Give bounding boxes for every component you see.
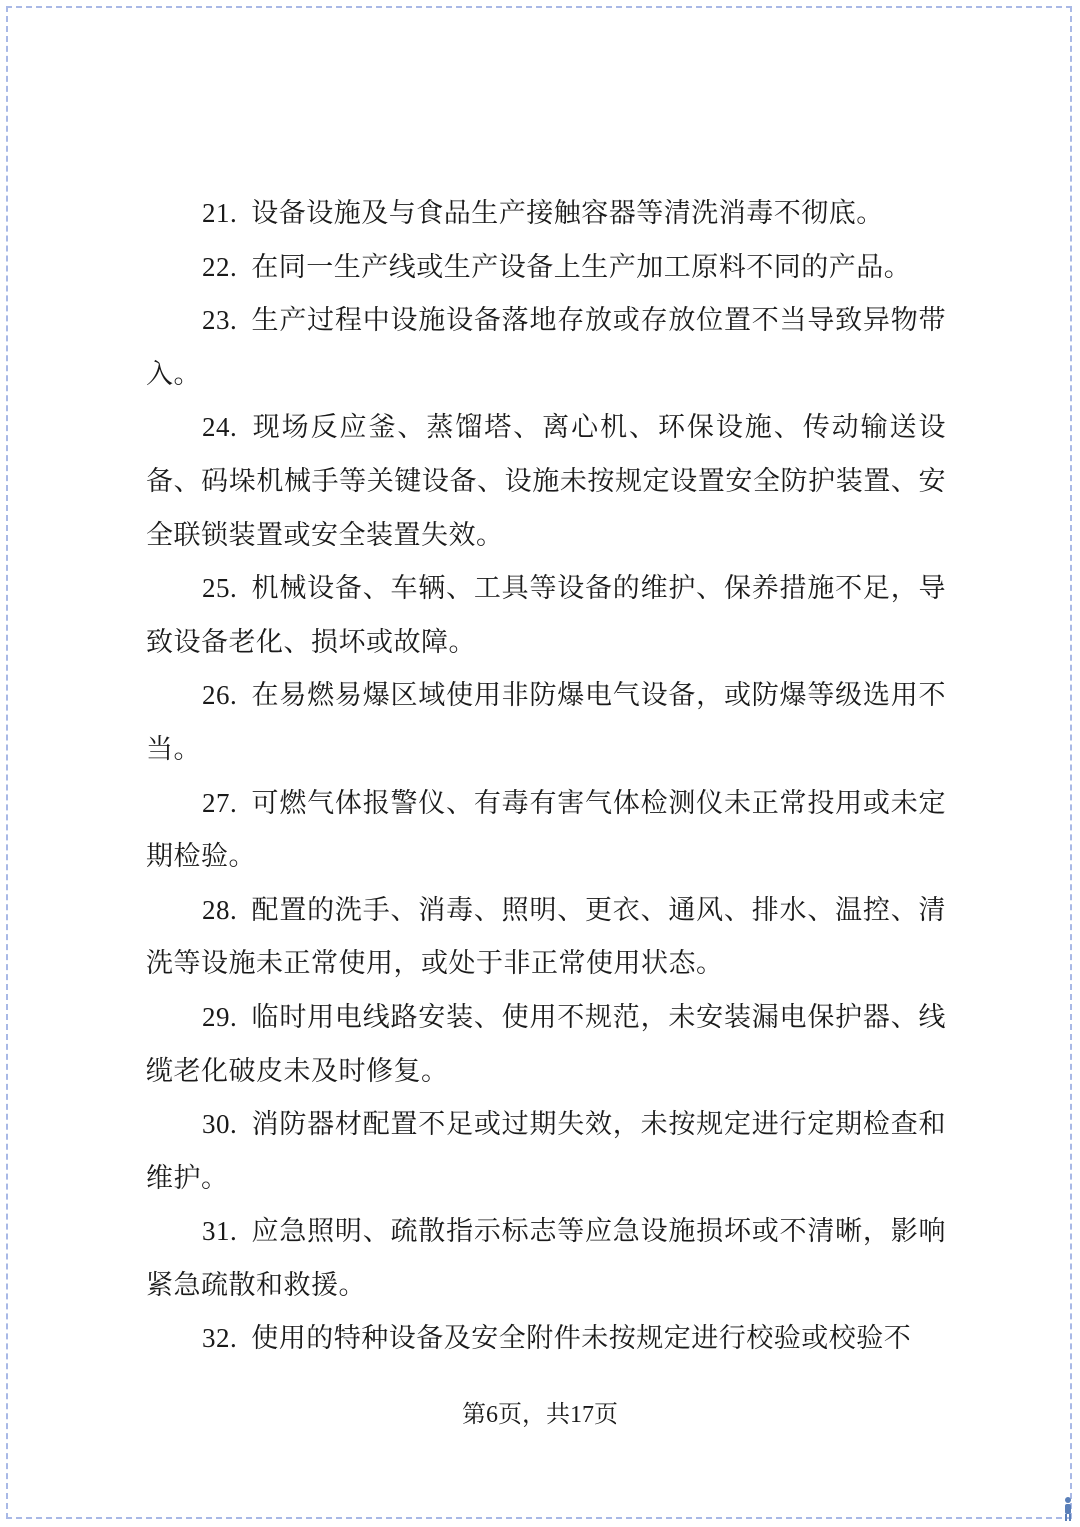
item-number: 22.	[202, 251, 238, 282]
page-number: 第6页，共17页	[462, 1402, 618, 1428]
person-icon	[1061, 1496, 1075, 1522]
item-number: 31.	[202, 1216, 238, 1247]
list-item	[146, 1205, 946, 1312]
item-text: 设备设施及与食品生产接触容器等清洗消毒不彻底。	[251, 198, 884, 229]
list-item	[146, 294, 946, 401]
item-text: 临时用电线路安装、使用不规范，未安装漏电保护器、线缆老化破皮未及时修复。	[146, 1001, 946, 1087]
item-number: 29.	[202, 1001, 238, 1032]
item-text: 配置的洗手、消毒、照明、更衣、通风、排水、温控、清洗等设施未正常使用，或处于非正常使用状态。	[146, 894, 946, 980]
item-text: 现场反应釜、蒸馏塔、离心机、环保设施、传动输送设备、码垛机械手等关键设备、设施未按规定设置安全防护装置、安全联锁装置或安全装置失效。	[146, 412, 946, 551]
list-item	[146, 669, 946, 776]
item-number: 26.	[202, 680, 238, 711]
list-item	[146, 187, 946, 241]
item-text: 在易燃易爆区域使用非防爆电气设备，或防爆等级选用不当。	[146, 680, 946, 765]
item-text: 使用的特种设备及安全附件未按规定进行校验或校验不	[251, 1323, 912, 1355]
item-text: 机械设备、车辆、工具等设备的维护、保养措施不足，导致设备老化、损坏或故障。	[146, 573, 946, 658]
item-text: 生产过程中设施设备落地存放或存放位置不当导致异物带入。	[146, 305, 946, 390]
list-item	[146, 562, 946, 669]
item-number: 32.	[202, 1323, 238, 1354]
item-number: 23.	[202, 305, 238, 336]
list-item	[146, 884, 946, 991]
item-text: 应急照明、疏散指示标志等应急设施损坏或不清晰，影响紧急疏散和救援。	[146, 1216, 946, 1301]
item-text: 在同一生产线或生产设备上生产加工原料不同的产品。	[251, 251, 912, 283]
list-item	[146, 1098, 946, 1205]
list-item	[146, 991, 946, 1098]
item-number: 25.	[202, 573, 238, 604]
list-item	[146, 777, 946, 884]
item-number: 27.	[202, 787, 238, 818]
item-number: 28.	[202, 894, 238, 925]
list-item	[146, 401, 946, 562]
document-body	[146, 187, 946, 1366]
list-item	[146, 241, 946, 295]
item-text: 可燃气体报警仪、有毒有害气体检测仪未正常投用或未定期检验。	[146, 787, 946, 873]
item-number: 21.	[202, 198, 238, 228]
item-text: 消防器材配置不足或过期失效，未按规定进行定期检查和维护。	[146, 1109, 946, 1194]
list-item	[146, 1312, 946, 1366]
item-number: 30.	[202, 1109, 238, 1140]
item-number: 24.	[202, 412, 238, 443]
